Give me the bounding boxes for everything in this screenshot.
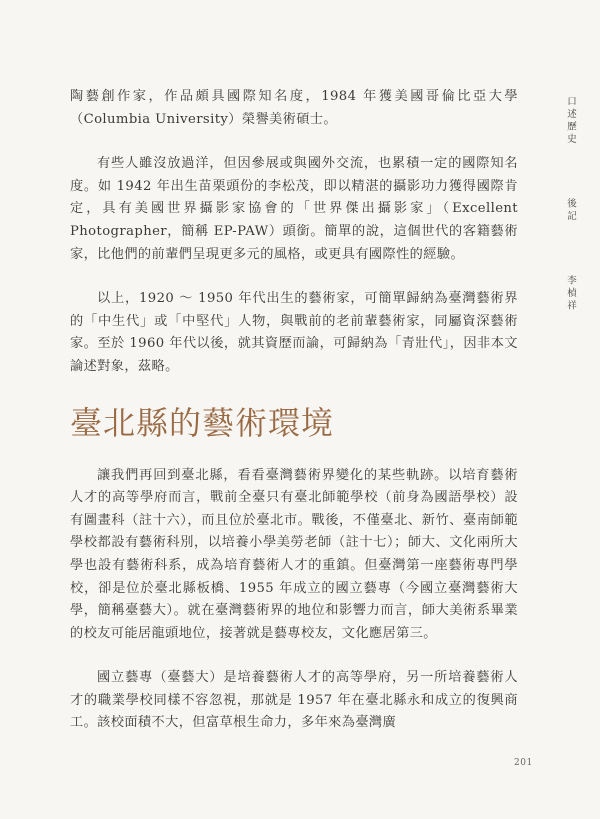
section-name: 後記 xyxy=(565,198,576,223)
section-heading: 臺北縣的藝術環境 xyxy=(70,403,335,442)
paragraph-4: 讓我們再回到臺北縣，看看臺灣藝術界變化的某些軌跡。以培育藝術人才的高等學府而言，戰前全臺只有臺北師範學校（前身為國語學校）設有圖畫科（註十六），而且位於臺北市。戰後，不僅臺北、新竹、臺南師範學校都設有藝術科別，以培養小學美勞老師（註十七）；師大、文化兩所大學也設有藝術科系，成為培育藝術人才的重鎮。但臺灣第一座藝術專門學校，卻是位於臺北縣板橋、1955 年成立的國立藝專（今國立臺灣藝術大學，簡稱臺藝大）。就在臺灣藝術界的地位和影響力而言，師大美術系畢業的校友可能居龍頭地位，接著就是藝專校友，文化應居第三。 xyxy=(70,467,518,641)
main-text-column xyxy=(70,86,518,757)
paragraph-3: 以上，1920 ～ 1950 年代出生的藝術家，可簡單歸納為臺灣藝術界的「中生代」或「中堅代」人物，與戰前的老前輩藝術家，同屬資深藝術家。至於 1960 年代以後，就其資歷而論，可歸納為「青壯代」，因非本文論述對象，茲略。 xyxy=(70,291,518,374)
paragraph-1: 陶藝創作家，作品頗具國際知名度，1984 年獲美國哥倫比亞大學（Columbia University）榮譽美術碩士。 xyxy=(70,89,518,127)
series-title: 口述歷史 xyxy=(565,96,576,146)
author-name: 李楨祥 xyxy=(565,275,576,313)
running-header-vertical xyxy=(559,96,577,313)
paragraph-2: 有些人雖沒放過洋，但因參展或與國外交流，也累積一定的國際知名度。如 1942 年出生苗栗頭份的李松茂，即以精湛的攝影功力獲得國際肯定，具有美國世界攝影家協會的「世界傑出攝影家」（Excellent Photographer，簡稱 EP-PAW）頭銜。簡單的說，這個世代的客籍藝術家，比他們的前輩們呈現更多元的風格，或更具有國際性的經驗。 xyxy=(70,156,518,262)
paragraph-5: 國立藝專（臺藝大）是培養藝術人才的高等學府，另一所培養藝術人才的職業學校同樣不容忽視，那就是 1957 年在臺北縣永和成立的復興商工。該校面積不大，但富草根生命力，多年來為臺灣廣 xyxy=(70,670,518,731)
page-number: 201 xyxy=(514,758,533,768)
